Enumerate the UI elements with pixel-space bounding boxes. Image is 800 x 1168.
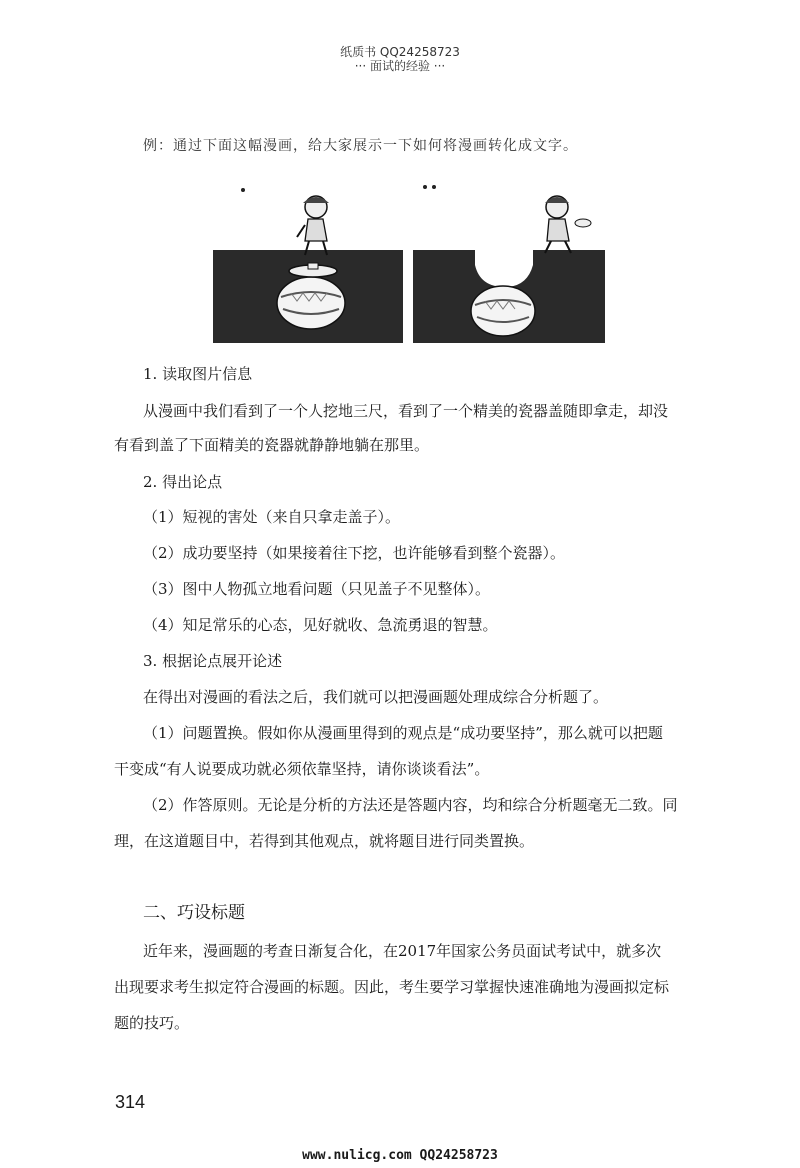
section-3-line-1: 在得出对漫画的看法之后，我们就可以把漫画题处理成综合分析题了。 [143,688,609,706]
section-3-point-1-line-2: 干变成“有人说要成功就必须依靠坚持，请你谈谈看法”。 [114,760,490,778]
section-1-line-1: 从漫画中我们看到了一个人挖地三尺，看到了一个精美的瓷器盖随即拿走，却没 [143,402,669,420]
watermark-header: 纸质书 QQ24258723 [340,45,460,59]
running-header: ··· 面试的经验 ··· [354,59,446,73]
page-number: 314 [115,1092,146,1112]
part-2-line-1: 近年来，漫画题的考查日渐复合化，在2017年国家公务员面试考试中，就多次 [143,942,662,960]
section-3-point-2-line-1: （2）作答原则。无论是分析的方法还是答题内容，均和综合分析题毫无二致。同 [143,796,678,814]
argument-item: （2）成功要坚持（如果接着往下挖，也许能够看到整个瓷器）。 [143,544,566,562]
footer-watermark: www.nulicg.com QQ24258723 [302,1148,498,1163]
comic-panel-right [413,196,605,343]
part-2-line-3: 题的技巧。 [114,1014,190,1032]
section-1-title: 1. 读取图片信息 [143,365,253,383]
comic-illustration [205,175,615,350]
section-1-line-2: 有看到盖了下面精美的瓷器就静静地躺在那里。 [114,436,430,454]
section-3-point-2-line-2: 理，在这道题目中，若得到其他观点，就将题目进行同类置换。 [114,832,535,850]
part-2-heading: 二、巧设标题 [143,903,245,923]
section-3-title: 3. 根据论点展开论述 [143,652,283,670]
section-2-title: 2. 得出论点 [143,473,223,491]
part-2-line-2: 出现要求考生拟定符合漫画的标题。因此，考生要学习掌握快速准确地为漫画拟定标 [114,978,670,996]
argument-item: （4）知足常乐的心态，见好就收、急流勇退的智慧。 [143,616,498,634]
argument-item: （3）图中人物孤立地看问题（只见盖子不见整体）。 [143,580,491,598]
comic-panel-left [213,196,403,343]
comic-mark [432,185,436,189]
argument-item: （1）短视的害处（来自只拿走盖子）。 [143,508,401,526]
comic-mark [423,185,427,189]
comic-mark [241,188,245,192]
example-intro: 例：通过下面这幅漫画，给大家展示一下如何将漫画转化成文字。 [143,138,578,154]
section-3-point-1-line-1: （1）问题置换。假如你从漫画里得到的观点是“成功要坚持”，那么就可以把题 [143,724,663,742]
